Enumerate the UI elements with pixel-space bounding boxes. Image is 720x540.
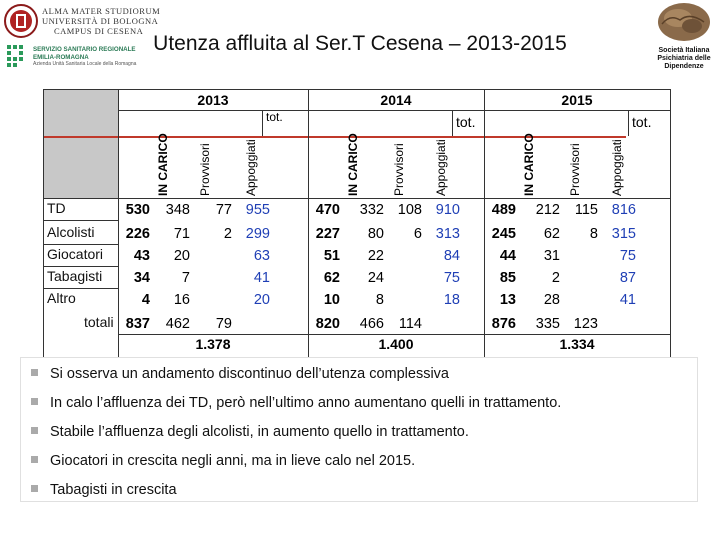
col-header-in-carico: IN CARICO [346, 133, 360, 196]
table-cell: 8 [589, 226, 598, 242]
table-cell: 108 [397, 202, 422, 218]
bullet-text: Stabile l’affluenza degli alcolisti, in aumento quello in trattamento. [50, 424, 469, 440]
header-red-line [44, 136, 626, 138]
table-cell: 115 [574, 202, 598, 218]
table-cell: 75 [443, 270, 460, 286]
sip-name [650, 47, 718, 71]
table-cell: 28 [543, 292, 560, 308]
ssr-subline: Azienda Unità Sanitaria Locale della Romagna [33, 61, 137, 67]
row-rule [44, 220, 118, 221]
table-cell: 313 [435, 226, 460, 242]
row-label: Alcolisti [47, 224, 95, 240]
col-header-tot: tot. [632, 114, 652, 130]
table-cell: 77 [215, 202, 232, 218]
col-header-provvisori: Provvisori [392, 143, 406, 196]
col-header-in-carico: IN CARICO [522, 133, 536, 196]
totals-cell: 820 [315, 316, 340, 332]
row-rule [44, 266, 118, 267]
grand-total: 1.334 [559, 336, 595, 352]
tot-separator [628, 110, 629, 136]
ssr-line-1: SERVIZIO SANITARIO REGIONALE [33, 46, 136, 53]
table-cell: 24 [367, 270, 384, 286]
table-cell: 6 [413, 226, 422, 242]
tot-separator [452, 110, 453, 136]
bullet-item [31, 453, 415, 469]
totals-cell: 114 [398, 316, 422, 332]
table-cell: 16 [173, 292, 190, 308]
table-cell: 41 [619, 292, 636, 308]
row-label: Giocatori [47, 246, 104, 262]
university-line-2: UNIVERSITÀ DI BOLOGNA [42, 16, 159, 26]
year-header: 2015 [561, 92, 593, 108]
row-rule [44, 288, 118, 289]
bullet-item [31, 482, 177, 498]
table-cell: 20 [253, 292, 270, 308]
table-cell: 22 [367, 248, 384, 264]
table-cell: 2 [223, 226, 232, 242]
table-cell: 7 [181, 270, 190, 286]
table-cell: 955 [245, 202, 270, 218]
bullet-square-icon [31, 456, 38, 463]
bullet-text: Si osserva un andamento discontinuo dell’utenza complessiva [50, 366, 449, 382]
table-cell: 62 [323, 270, 340, 286]
col-header-appoggiati: Appoggiati [434, 139, 448, 196]
bullet-item [31, 366, 449, 382]
table-cell: 227 [315, 226, 340, 242]
table-cell: 41 [253, 270, 270, 286]
table-corner [44, 90, 118, 198]
table-cell: 10 [323, 292, 340, 308]
table-cell: 13 [499, 292, 516, 308]
col-header-appoggiati: Appoggiati [244, 139, 258, 196]
table-cell: 348 [165, 202, 190, 218]
table-cell: 332 [359, 202, 384, 218]
table-cell: 62 [543, 226, 560, 242]
bullet-list [20, 357, 698, 502]
header-bottom-rule [44, 198, 670, 199]
table-cell: 80 [367, 226, 384, 242]
university-line-3: CAMPUS DI CESENA [54, 26, 144, 36]
year-header: 2013 [197, 92, 229, 108]
data-table [43, 89, 671, 359]
table-cell: 34 [133, 270, 150, 286]
totals-cell: 466 [359, 316, 384, 332]
col-header-in-carico: IN CARICO [156, 133, 170, 196]
table-cell: 226 [125, 226, 150, 242]
table-cell: 44 [499, 248, 516, 264]
table-cell: 63 [253, 248, 270, 264]
table-cell: 245 [491, 226, 516, 242]
university-seal-icon [4, 4, 38, 38]
totals-label: totali [84, 314, 114, 330]
bullet-square-icon [31, 369, 38, 376]
col-header-provvisori: Provvisori [198, 143, 212, 196]
table-cell: 816 [611, 202, 636, 218]
sip-line-1: Società Italiana [658, 47, 710, 54]
col-header-tot: tot. [456, 114, 476, 130]
grand-total: 1.400 [378, 336, 414, 352]
table-cell: 18 [443, 292, 460, 308]
col-header-provvisori: Provvisori [568, 143, 582, 196]
grand-total: 1.378 [195, 336, 231, 352]
bullet-item [31, 395, 561, 411]
totals-cell: 79 [215, 316, 232, 332]
table-cell: 530 [125, 202, 150, 218]
ssr-line-2: EMILIA-ROMAGNA [33, 53, 89, 61]
sip-line-3: Dipendenze [664, 63, 704, 70]
table-cell: 87 [619, 270, 636, 286]
table-cell: 84 [443, 248, 460, 264]
bullet-square-icon [31, 427, 38, 434]
table-cell: 20 [173, 248, 190, 264]
col-header-tot: tot. [266, 110, 283, 124]
totals-cell: 876 [491, 316, 516, 332]
bullet-text: Giocatori in crescita negli anni, ma in lieve calo nel 2015. [50, 453, 416, 469]
bullet-square-icon [31, 485, 38, 492]
university-line-1: ALMA MATER STUDIORUM [42, 6, 161, 16]
table-cell: 4 [141, 292, 150, 308]
table-cell: 2 [551, 270, 560, 286]
totals-cell: 335 [535, 316, 560, 332]
year-header: 2014 [380, 92, 412, 108]
bullet-text: In calo l’affluenza dei TD, però nell’ultimo anno aumentano quelli in trattamento. [50, 395, 562, 411]
table-cell: 489 [491, 202, 516, 218]
page-title: Utenza affluita al Ser.T Cesena – 2013-2015 [153, 32, 567, 55]
col-header-appoggiati: Appoggiati [610, 139, 624, 196]
totals-cell: 123 [573, 316, 598, 332]
table-cell: 212 [535, 202, 560, 218]
row-label: Tabagisti [47, 268, 103, 284]
row-rule [44, 244, 118, 245]
table-cell: 51 [323, 248, 340, 264]
totals-bottom-rule [118, 334, 670, 335]
tot-separator [262, 110, 263, 136]
bullet-item [31, 424, 469, 440]
table-cell: 75 [619, 248, 636, 264]
row-label: Altro [47, 290, 76, 306]
row-label: TD [47, 200, 66, 216]
table-cell: 43 [133, 248, 150, 264]
sip-line-2: Psichiatria delle [657, 55, 711, 62]
table-cell: 315 [611, 226, 636, 242]
bullet-text: Tabagisti in crescita [50, 482, 177, 498]
table-cell: 85 [499, 270, 516, 286]
totals-cell: 462 [165, 316, 190, 332]
year-header-rule [118, 110, 670, 111]
table-cell: 31 [543, 248, 560, 264]
table-cell: 910 [435, 202, 460, 218]
table-cell: 470 [315, 202, 340, 218]
totals-cell: 837 [125, 316, 150, 332]
table-cell: 71 [173, 226, 190, 242]
ssr-logo-icon [6, 44, 30, 68]
bullet-square-icon [31, 398, 38, 405]
table-cell: 299 [245, 226, 270, 242]
table-cell: 8 [375, 292, 384, 308]
